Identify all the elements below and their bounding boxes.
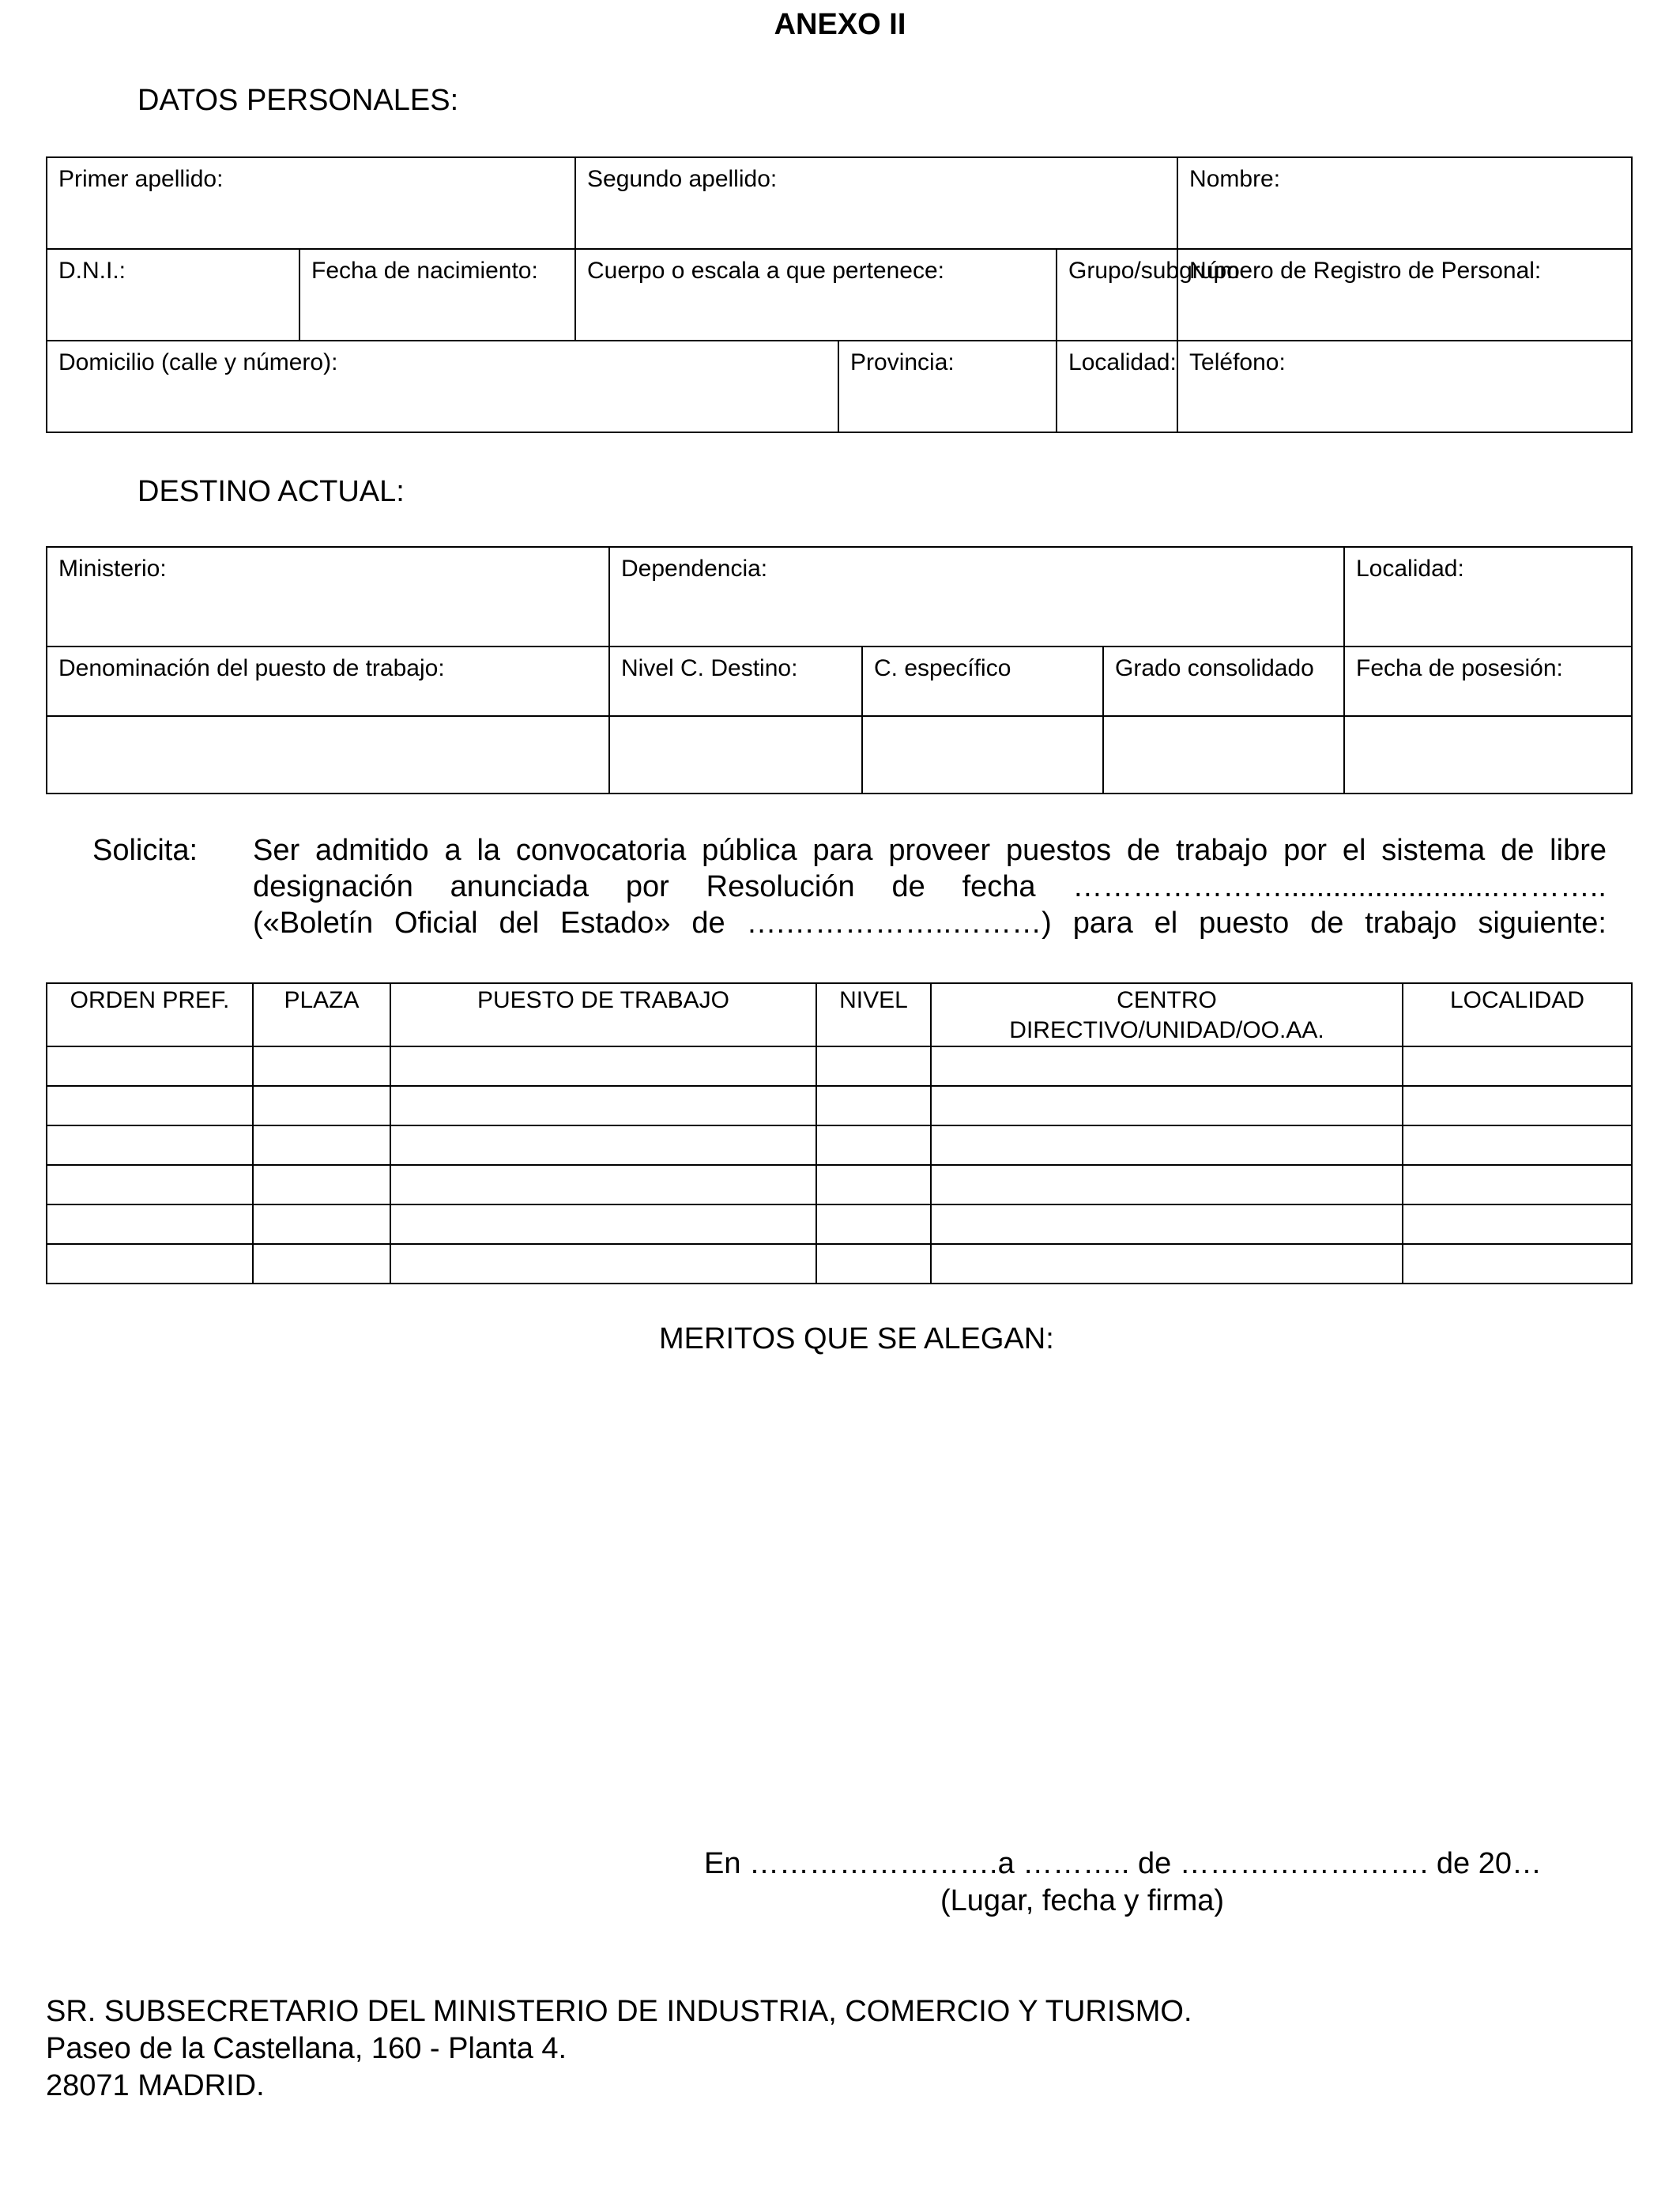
preferencias-cell[interactable] [1403,1046,1632,1086]
preferencias-cell[interactable] [390,1086,816,1125]
nrp-label: Número de Registro de Personal: [1189,258,1542,284]
grupo-field[interactable] [1057,249,1240,341]
preferencias-header-row [47,983,1632,1046]
grado-header [1103,647,1344,716]
provincia-field[interactable] [838,341,1057,432]
firma-caption: (Lugar, fecha y firma) [940,1884,1225,1917]
denominacion-header [47,647,609,716]
preferencias-cell[interactable] [390,1125,816,1165]
preferencias-cell[interactable] [253,1086,390,1125]
preferencias-cell[interactable] [816,1086,931,1125]
dni-label: D.N.I.: [58,258,126,284]
telefono-field[interactable] [1177,341,1632,432]
domicilio-field[interactable] [47,341,838,432]
preferencias-cell[interactable] [816,1244,931,1284]
preferencias-row [47,1204,1632,1244]
preferencias-cell[interactable] [931,1086,1403,1125]
preferencias-cell[interactable] [816,1204,931,1244]
dni-field[interactable] [47,249,299,341]
localidad-label: Localidad: [1068,349,1177,375]
preferencias-row [47,1046,1632,1086]
preferencias-cell[interactable] [931,1244,1403,1284]
provincia-label: Provincia: [850,349,955,375]
preferencias-row [47,1125,1632,1165]
domicilio-label: Domicilio (calle y número): [58,349,338,375]
preferencias-cell[interactable] [253,1046,390,1086]
segundo-apellido-field[interactable] [575,157,1177,249]
col-plaza: PLAZA [253,983,390,1046]
nivel-header [609,647,862,716]
destino-actual-table [46,546,1633,794]
preferencias-cell[interactable] [1403,1244,1632,1284]
preferencias-cell[interactable] [390,1204,816,1244]
preferencias-cell[interactable] [47,1086,253,1125]
solicita-paragraph [253,832,1607,941]
ministerio-field[interactable] [47,547,609,647]
ministerio-label: Ministerio: [58,556,167,582]
preferencias-row [47,1244,1632,1284]
col-puesto-trabajo: PUESTO DE TRABAJO [390,983,816,1046]
firma-line: En …………………….a ……….. de ……………………. de 20… [704,1847,1542,1880]
nombre-label: Nombre: [1189,166,1281,192]
meritos-heading: MERITOS QUE SE ALEGAN: [659,1322,1054,1355]
preferencias-cell[interactable] [1403,1086,1632,1125]
grado-label: Grado consolidado [1115,655,1314,681]
destinatario-line-2: Paseo de la Castellana, 160 - Planta 4. [46,2032,567,2065]
fecha-nacimiento-label: Fecha de nacimiento: [311,258,538,284]
preferencias-table [46,982,1633,1284]
nivel-label: Nivel C. Destino: [621,655,798,681]
especifico-input[interactable] [862,716,1103,794]
denominacion-input[interactable] [47,716,609,794]
preferencias-cell[interactable] [816,1046,931,1086]
localidad-destino-label: Localidad: [1356,556,1464,582]
localidad-destino-field[interactable] [1344,547,1632,647]
especifico-label: C. específico [874,655,1011,681]
preferencias-cell[interactable] [931,1204,1403,1244]
fecha-nacimiento-field[interactable] [299,249,575,341]
col-localidad: LOCALIDAD [1403,983,1632,1046]
preferencias-row [47,1165,1632,1204]
preferencias-cell[interactable] [253,1244,390,1284]
preferencias-cell[interactable] [47,1165,253,1204]
preferencias-cell[interactable] [931,1165,1403,1204]
solicita-line-1: Ser admitido a la convocatoria pública para proveer puestos de trabajo por el sistema de libre [253,834,1607,867]
localidad-field[interactable] [1057,341,1177,432]
preferencias-cell[interactable] [253,1165,390,1204]
especifico-header [862,647,1103,716]
preferencias-cell[interactable] [1403,1204,1632,1244]
segundo-apellido-label: Segundo apellido: [587,166,778,192]
preferencias-cell[interactable] [1403,1125,1632,1165]
grado-input[interactable] [1103,716,1344,794]
nrp-field[interactable] [1177,249,1632,341]
preferencias-cell[interactable] [931,1125,1403,1165]
col-centro-directivo: CENTRO DIRECTIVO/UNIDAD/OO.AA. [931,983,1403,1046]
primer-apellido-label: Primer apellido: [58,166,224,192]
col-nivel: NIVEL [816,983,931,1046]
datos-personales-table [46,156,1633,433]
dependencia-label: Dependencia: [621,556,768,582]
destino-actual-heading: DESTINO ACTUAL: [137,475,405,508]
dependencia-field[interactable] [609,547,1344,647]
preferencias-cell[interactable] [253,1125,390,1165]
grupo-label: Grupo/subgrupo [1068,258,1240,284]
nivel-input[interactable] [609,716,862,794]
solicita-label: Solicita: [92,834,198,867]
fecha-posesion-header [1344,647,1632,716]
telefono-label: Teléfono: [1189,349,1286,375]
preferencias-cell[interactable] [47,1046,253,1086]
preferencias-cell[interactable] [931,1046,1403,1086]
preferencias-cell[interactable] [390,1165,816,1204]
cuerpo-escala-label: Cuerpo o escala a que pertenece: [587,258,944,284]
primer-apellido-field[interactable] [47,157,575,249]
denominacion-label: Denominación del puesto de trabajo: [58,655,445,681]
preferencias-cell[interactable] [47,1204,253,1244]
preferencias-cell[interactable] [47,1244,253,1284]
destinatario-line-3: 28071 MADRID. [46,2069,265,2102]
destinatario-line-1: SR. SUBSECRETARIO DEL MINISTERIO DE INDUSTRIA, COMERCIO Y TURISMO. [46,1995,1192,2028]
col-orden-pref: ORDEN PREF. [47,983,253,1046]
preferencias-row [47,1086,1632,1125]
preferencias-cell[interactable] [816,1165,931,1204]
solicita-line-3: («Boletín Oficial del Estado» de ….……………..………) para el puesto de trabajo siguiente: [253,907,1607,940]
preferencias-cell[interactable] [253,1204,390,1244]
document-title: ANEXO II [774,8,906,41]
preferencias-cell[interactable] [390,1046,816,1086]
preferencias-cell[interactable] [816,1125,931,1165]
preferencias-cell[interactable] [47,1125,253,1165]
solicita-line-2: designación anunciada por Resolución de fecha …………………..........................……….. [253,870,1607,903]
meritos-area[interactable] [46,1359,1631,1826]
fecha-posesion-input[interactable] [1344,716,1632,794]
destinatario-block [46,1993,1192,2105]
cuerpo-escala-field[interactable] [575,249,1057,341]
fecha-posesion-label: Fecha de posesión: [1356,655,1563,681]
preferencias-cell[interactable] [1403,1165,1632,1204]
nombre-field[interactable] [1177,157,1632,249]
preferencias-cell[interactable] [390,1244,816,1284]
datos-personales-heading: DATOS PERSONALES: [137,84,459,117]
